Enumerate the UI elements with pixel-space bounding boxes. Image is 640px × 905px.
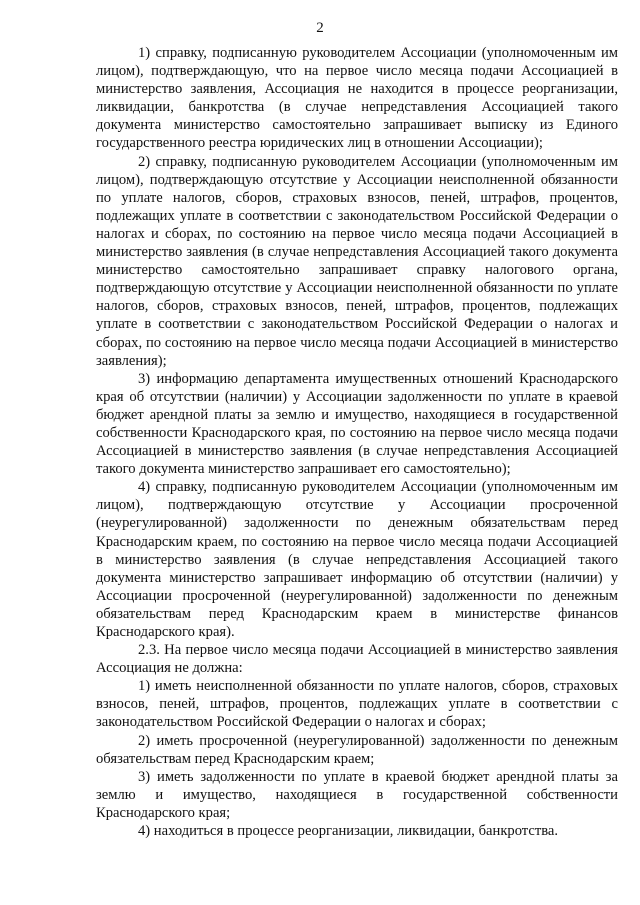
requirement-2: 2) иметь просроченной (неурегулированной) задолженности по денежным обязательствам перед Краснодарским краем; bbox=[96, 732, 618, 767]
requirement-1: 1) иметь неисполненной обязанности по уплате налогов, сборов, страховых взносов, пеней, штрафов, процентов, подлежащих уплате в соответствии с законодательством Российской Федерации о налогах и сборах; bbox=[96, 678, 618, 731]
paragraph-3: 3) информацию департамента имущественных отношений Краснодарского края об отсутствии (наличии) у Ассоциации задолженности по уплате в краевой бюджет арендной платы за землю и имущество, находящиеся в государственной собственности Краснодарского края, по состоянию на первое число месяца подачи Ассоциацией в министерство заявления (в случае непредставления Ассоциацией такого документа министерство запрашивает его самостоятельно); bbox=[96, 370, 618, 478]
page-number: 2 bbox=[316, 20, 324, 36]
requirement-3: 3) иметь задолженности по уплате в краевой бюджет арендной платы за землю и имущество, находящиеся в государственной собственности Краснодарского края; bbox=[96, 768, 618, 821]
paragraph-2: 2) справку, подписанную руководителем Ассоциации (уполномоченным им лицом), подтверждающую отсутствие у Ассоциации неисполненной обязанности по уплате налогов, сборов, страховых взносов, пеней, штрафов, процентов, подлежащих уплате в соответствии с законодательством Российской Федерации о налогах и сборах, по состоянию на первое число месяца подачи Ассоциацией в министерство заявления (в случае непредставления Ассоциацией такого документа министерство самостоятельно запрашивает справку налогового органа, подтверждающую отсутствие у Ассоциации неисполненной обязанности по уплате налогов, сборов, страховых взносов, пеней, штрафов, процентов, подлежащих уплате в соответствии с законодательством Российской Федерации о налогах и сборах, по состоянию на первое число месяца подачи Ассоциацией в министерство заявления); bbox=[96, 153, 618, 369]
section-2-3-heading: 2.3. На первое число месяца подачи Ассоциацией в министерство заявления Ассоциация не должна: bbox=[96, 642, 618, 677]
document-body bbox=[96, 44, 618, 840]
paragraph-1: 1) справку, подписанную руководителем Ассоциации (уполномоченным им лицом), подтверждающую, что на первое число месяца подачи Ассоциацией в министерство заявления, Ассоциация не находится в процессе реорганизации, ликвидации, банкротства (в случае непредставления Ассоциацией такого документа министерство самостоятельно запрашивает выписку из Единого государственного реестра юридических лиц в отношении Ассоциации); bbox=[96, 45, 618, 152]
paragraph-4: 4) справку, подписанную руководителем Ассоциации (уполномоченным им лицом), подтверждающую отсутствие у Ассоциации просроченной (неурегулированной) задолженности по денежным обязательствам перед Краснодарским краем, по состоянию на первое число месяца подачи Ассоциацией в министерство заявления (в случае непредставления Ассоциацией такого документа министерство запрашивает информацию об отсутствии (наличии) у Ассоциации просроченной (неурегулированной) задолженности по денежным обязательствам перед Краснодарским краем в министерстве финансов Краснодарского края). bbox=[96, 479, 618, 640]
requirement-4: 4) находиться в процессе реорганизации, ликвидации, банкротства. bbox=[138, 823, 559, 840]
